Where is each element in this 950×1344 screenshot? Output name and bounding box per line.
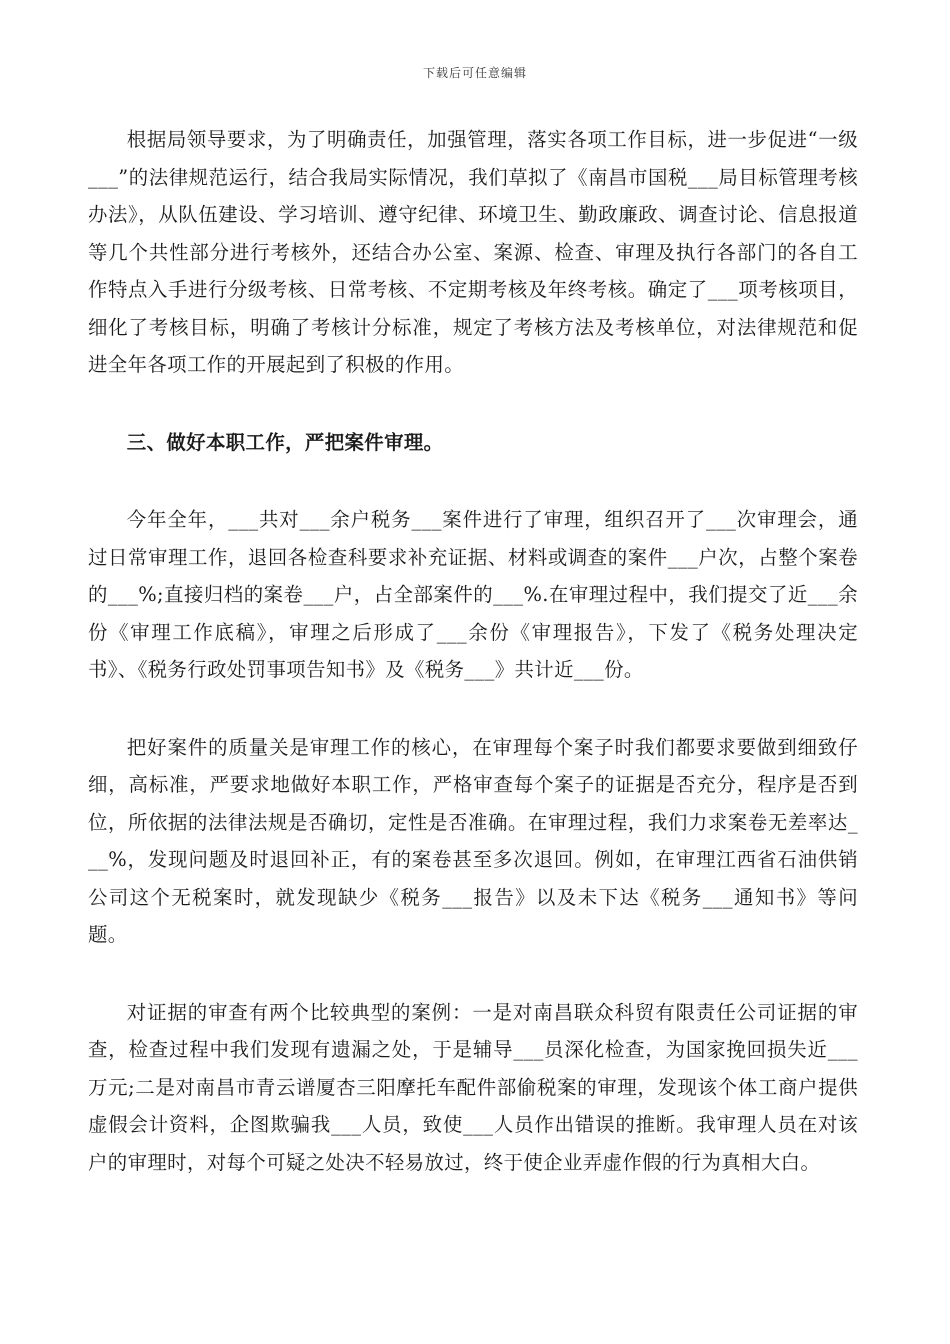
header-note: 下载后可任意编辑 bbox=[422, 66, 527, 80]
paragraph-1: 根据局领导要求，为了明确责任，加强管理，落实各项工作目标，进一步促进“一级___”的法律规范运行，结合我局实际情况，我们草拟了《南昌市国税___局目标管理考核办法》，从队伍建设、学习培训、遵守纪律、环境卫生、勤政廉政、调查讨论、信息报道等几个共性部分进行考核外，还结合办公室、案源、检查、审理及执行各部门的各自工作特点入手进行分级考核、日常考核、不定期考核及年终考核。确定了___项考核项目，细化了考核目标，明确了考核计分标准，规定了考核方法及考核单位，对法律规范和促进全年各项工作的开展起到了积极的作用。 bbox=[88, 128, 858, 376]
paragraph-2: 今年全年，___共对___余户税务___案件进行了审理，组织召开了___次审理会，通过日常审理工作，退回各检查科要求补充证据、材料或调查的案件___户次，占整个案卷的___%;直接归档的案卷___户，占全部案件的___%.在审理过程中，我们提交了近___余份《审理工作底稿》，审理之后形成了___余份《审理报告》，下发了《税务处理决定书》、《税务行政处罚事项告知书》及《税务___》共计近___份。 bbox=[88, 508, 858, 681]
section-heading: 三、做好本职工作，严把案件审理。 bbox=[126, 430, 444, 454]
paragraph-4: 对证据的审查有两个比较典型的案例：一是对南昌联众科贸有限责任公司证据的审查，检查过程中我们发现有遗漏之处，于是辅导___员深化检查，为国家挽回损失近___万元;二是对南昌市青云谱厦杏三阳摩托车配件部偷税案的审理，发现该个体工商户提供虚假会计资料，企图欺骗我___人员，致使___人员作出错误的推断。我审理人员在对该户的审理时，对每个可疑之处决不轻易放过，终于使企业弄虚作假的行为真相大白。 bbox=[88, 1000, 858, 1174]
document-body bbox=[88, 121, 858, 1181]
paragraph-3: 把好案件的质量关是审理工作的核心，在审理每个案子时我们都要求要做到细致仔细，高标准，严要求地做好本职工作，严格审查每个案子的证据是否充分，程序是否到位，所依据的法律法规是否确切，定性是否准确。在审理过程，我们力求案卷无差率达___%，发现问题及时退回补正，有的案卷甚至多次退回。例如，在审理江西省石油供销公司这个无税案时，就发现缺少《税务___报告》以及未下达《税务___通知书》等问题。 bbox=[88, 735, 858, 946]
